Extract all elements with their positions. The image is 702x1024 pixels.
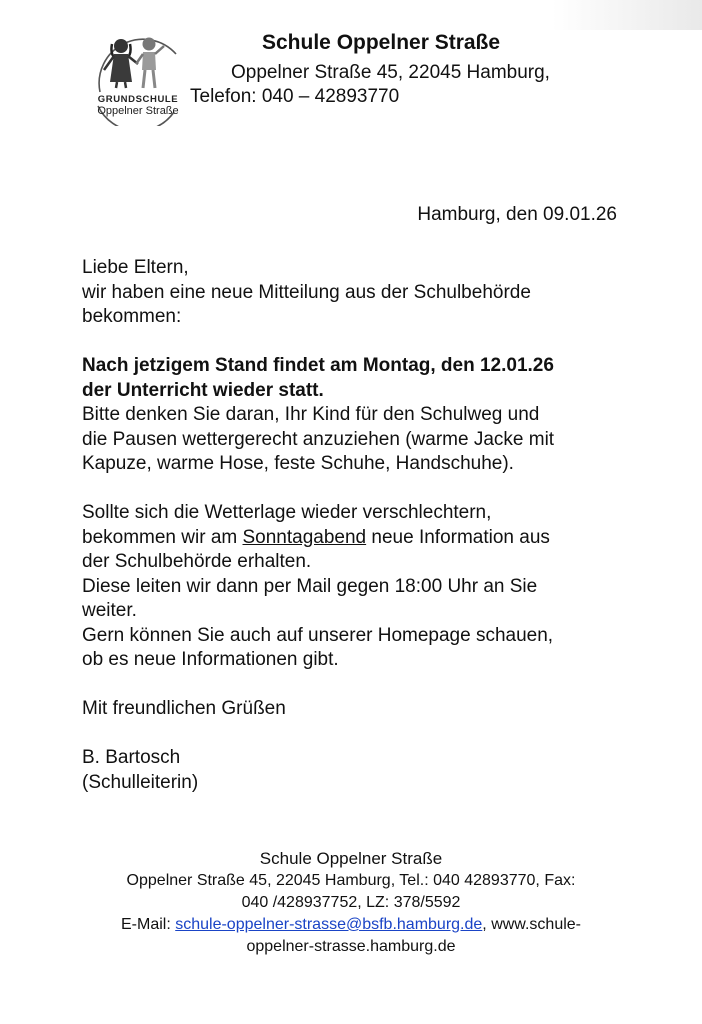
body-line: bekommen wir am Sonntagabend neue Information aus bbox=[82, 526, 550, 548]
body-line: ob es neue Informationen gibt. bbox=[82, 649, 339, 670]
top-edge-shadow bbox=[552, 0, 702, 30]
svg-text:Oppelner Straße: Oppelner Straße bbox=[97, 105, 179, 117]
school-address: Oppelner Straße 45, 22045 Hamburg, bbox=[231, 62, 550, 83]
body-line: die Pausen wettergerecht anzuziehen (warme Jacke mit bbox=[82, 428, 555, 450]
school-phone: Telefon: 040 – 42893770 bbox=[190, 86, 400, 107]
body-line: Kapuze, warme Hose, feste Schuhe, Handschuhe). bbox=[82, 453, 514, 474]
announcement-line: der Unterricht wieder statt. bbox=[82, 379, 324, 401]
closing-paragraph bbox=[82, 697, 642, 722]
body-line: Bitte denken Sie daran, Ihr Kind für den Schulweg und bbox=[82, 404, 540, 425]
svg-text:GRUNDSCHULE: GRUNDSCHULE bbox=[97, 94, 179, 105]
school-name-heading: Schule Oppelner Straße bbox=[262, 31, 501, 54]
closing-line: Mit freundlichen Grüßen bbox=[82, 698, 286, 719]
signature-block bbox=[82, 746, 642, 795]
body-line: der Schulbehörde erhalten. bbox=[82, 551, 312, 572]
sonntagabend-underlined: Sonntagabend bbox=[242, 526, 367, 548]
greeting-paragraph bbox=[82, 256, 642, 330]
footer-contact-line: 040 /428937752, LZ: 378/5592 bbox=[241, 894, 461, 911]
announcement-line: Nach jetzigem Stand findet am Montag, den 12.01.26 bbox=[82, 355, 554, 376]
weather-paragraph bbox=[82, 501, 642, 673]
signature-role: (Schulleiterin) bbox=[82, 771, 199, 793]
intro-line: wir haben eine neue Mitteilung aus der Schulbehörde bbox=[82, 281, 531, 303]
signature-name: B. Bartosch bbox=[82, 747, 181, 768]
footer-school-name: Schule Oppelner Straße bbox=[259, 849, 443, 868]
letter-date: Hamburg, den 09.01.26 bbox=[417, 204, 617, 225]
body-line: Gern können Sie auch auf unserer Homepage schauen, bbox=[82, 624, 554, 646]
footer-email-link[interactable]: schule-oppelner-strasse@bsfb.hamburg.de bbox=[175, 916, 483, 933]
greeting-line: Liebe Eltern, bbox=[82, 257, 189, 278]
body-line: Sollte sich die Wetterlage wieder verschlechtern, bbox=[82, 502, 492, 523]
letter-body bbox=[82, 256, 642, 820]
footer-email-line: E-Mail: schule-oppelner-strasse@bsfb.hamburg.de, www.schule- bbox=[120, 916, 581, 933]
announcement-paragraph bbox=[82, 354, 642, 477]
body-line: Diese leiten wir dann per Mail gegen 18:00 Uhr an Sie bbox=[82, 575, 538, 597]
letter-footer bbox=[0, 848, 702, 958]
footer-contact-line: Oppelner Straße 45, 22045 Hamburg, Tel.: 040 42893770, Fax: bbox=[126, 872, 576, 889]
intro-line: bekommen: bbox=[82, 306, 182, 327]
body-line: weiter. bbox=[82, 600, 137, 621]
school-logo bbox=[88, 32, 188, 126]
footer-website-line: oppelner-strasse.hamburg.de bbox=[246, 938, 456, 955]
